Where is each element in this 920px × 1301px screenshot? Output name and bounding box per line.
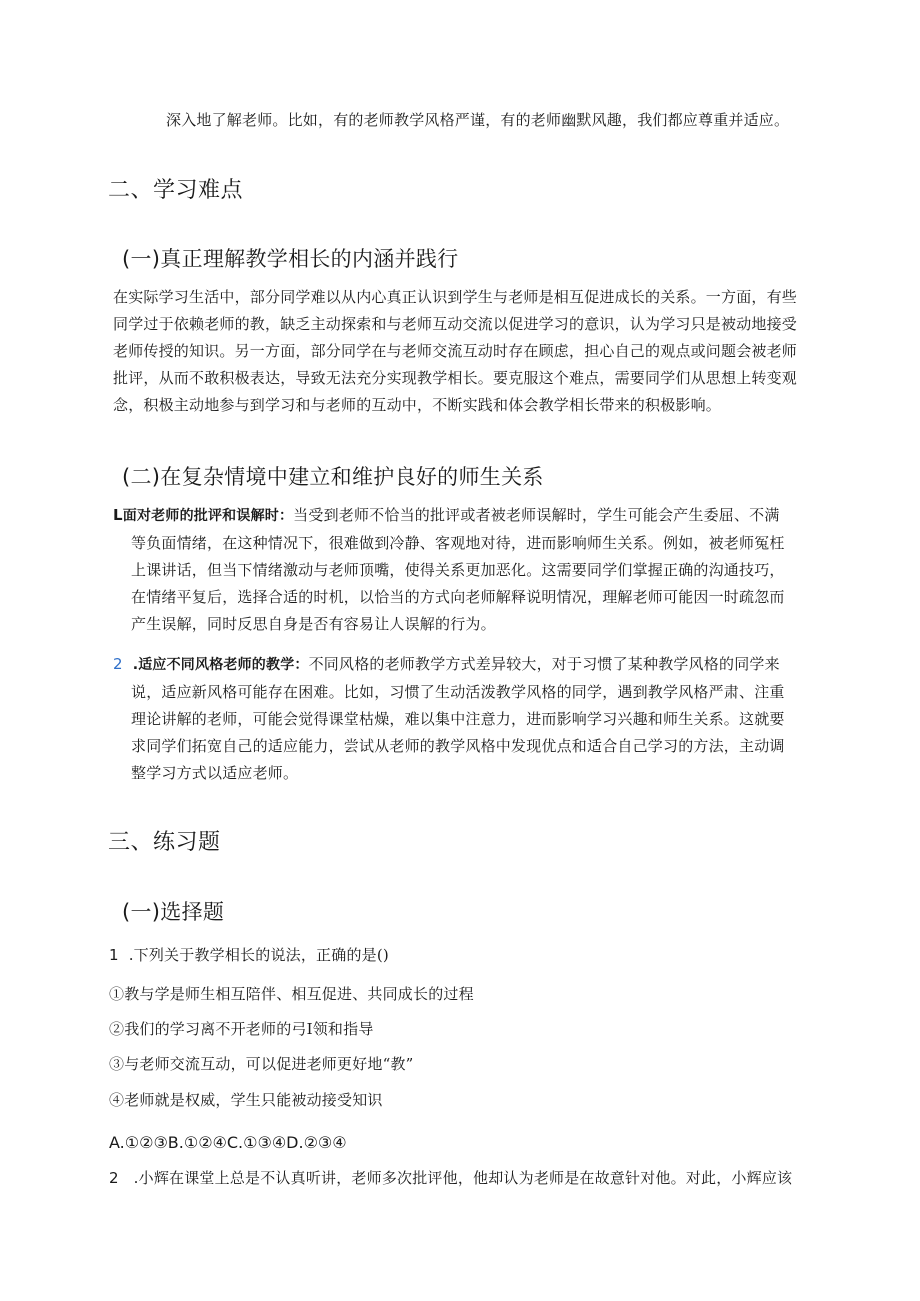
list-item xyxy=(113,651,809,787)
paragraph-line: 老师传授的知识。另一方面，部分同学在与老师交流互动时存在顾虑，担心自己的观点或问题会被老师 xyxy=(113,342,798,360)
question-number: 2 xyxy=(109,1169,119,1187)
statement-option: ②我们的学习离不开老师的弓I领和指导 xyxy=(109,1020,374,1038)
question-text: .下列关于教学相长的说法，正确的是() xyxy=(128,946,389,964)
answer-choices: A.①②③B.①②④C.①③④D.②③④ xyxy=(109,1133,347,1152)
question-2 xyxy=(109,1165,809,1192)
question-1 xyxy=(109,942,809,969)
paragraph-line: 批评，从而不敢积极表达，导致无法充分实现教学相长。要克服这个难点，需要同学们从思想上转变观 xyxy=(113,369,798,387)
paragraph-line: 同学过于依赖老师的教，缺乏主动探索和与老师互动交流以促进学习的意识，认为学习只是被动地接受 xyxy=(113,315,798,333)
paragraph-line: 在实际学习生活中，部分同学难以从内心真正认识到学生与老师是相互促进成长的关系。一方面，有些 xyxy=(113,288,798,306)
item-line: 等负面情绪，在这种情况下，很难做到冷静、客观地对待，进而影响师生关系。例如，被老师冤枉 xyxy=(131,534,785,552)
item-line: 上课讲话，但当下情绪激动与老师顶嘴，使得关系更加恶化。这需要同学们掌握正确的沟通技巧， xyxy=(131,561,785,579)
item-number: L xyxy=(113,506,123,524)
section-heading-exercises: 三、练习题 xyxy=(108,830,221,855)
statement-option: ④老师就是权威，学生只能被动接受知识 xyxy=(109,1091,383,1109)
paragraph-line: 念，积极主动地参与到学习和与老师的互动中，不断实践和体会教学相长带来的积极影响。 xyxy=(113,396,722,414)
subheading-teaching-learning: (一)真正理解教学相长的内涵并践行 xyxy=(122,247,459,271)
item-line: 产生误解，同时反思自身是否有容易让人误解的行为。 xyxy=(131,615,496,633)
item-text: 不同风格的老师教学方式差异较大，对于习惯了某种教学风格的同学来 xyxy=(308,655,780,673)
item-line: 求同学们拓宽自己的适应能力，尝试从老师的教学风格中发现优点和适合自己学习的方法，主动调 xyxy=(131,737,785,755)
section-heading-difficulties: 二、学习难点 xyxy=(108,178,244,203)
subheading-multiple-choice: (一)选择题 xyxy=(122,900,225,924)
item-lead: .适应不同风格老师的教学： xyxy=(132,657,309,673)
item-line: 在情绪平复后，选择合适的时机，以恰当的方式向老师解释说明情况，理解老师可能因一时疏忽而 xyxy=(131,588,785,606)
difficulty-paragraph xyxy=(113,284,809,419)
statement-option: ③与老师交流互动，可以促进老师更好地“教” xyxy=(109,1055,414,1073)
question-text: .小辉在课堂上总是不认真听讲，老师多次批评他，他却认为老师是在故意针对他。对此，小辉应该 xyxy=(133,1169,793,1187)
continued-line: 深入地了解老师。比如，有的老师教学风格严谨，有的老师幽默风趣，我们都应尊重并适应。 xyxy=(166,111,790,129)
item-lead: 面对老师的批评和误解时： xyxy=(122,508,294,524)
item-text: 当受到老师不恰当的批评或者被老师误解时，学生可能会产生委屈、不满 xyxy=(293,506,780,524)
item-line: 理论讲解的老师，可能会觉得课堂枯燥，难以集中注意力，进而影响学习兴趣和师生关系。这就要 xyxy=(131,710,785,728)
question-number: 1 xyxy=(109,946,119,964)
item-line: 说，适应新风格可能存在困难。比如，习惯了生动活泼教学风格的同学，遇到教学风格严肃、注重 xyxy=(131,683,785,701)
item-line: 整学习方式以适应老师。 xyxy=(131,764,299,782)
subheading-relationship: (二)在复杂情境中建立和维护良好的师生关系 xyxy=(122,465,544,489)
item-number: 2 xyxy=(113,655,123,673)
list-item xyxy=(113,502,809,638)
statement-option: ①教与学是师生相互陪伴、相互促进、共同成长的过程 xyxy=(109,985,474,1003)
